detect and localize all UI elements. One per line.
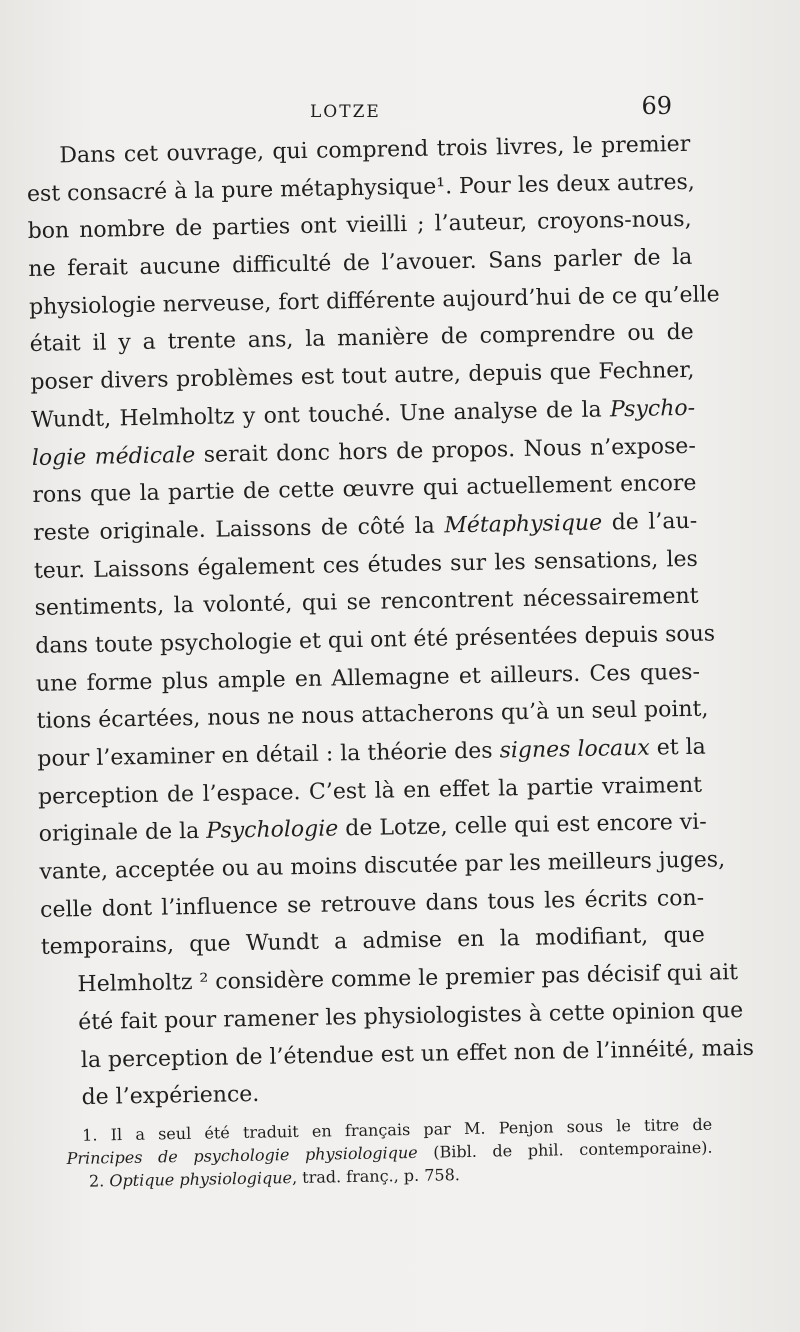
text-segment: , trad. franç., p. 758. [291, 1165, 461, 1188]
text-segment: de l’au- [601, 508, 698, 536]
text-line: Dans cet ouvrage, qui comprend trois livres, le premier [59, 131, 691, 169]
text-line: poser divers problèmes est tout autre, depuis que Fechner, [30, 357, 695, 396]
text-segment: de Lotze, celle qui est encore vi- [338, 810, 707, 842]
text-line: sentiments, la volonté, qui se rencontrent nécessairement [34, 584, 699, 622]
text-line: temporains, que Wundt a admise en la modifiant, que [40, 923, 705, 961]
text-line: tions écartées, nous ne nous attacherons qu’à un seul point, [36, 696, 709, 735]
italic-phrase: Métaphysique [444, 510, 603, 539]
text-line: rons que la partie de cette œuvre qui actuellement encore [32, 470, 697, 509]
footnote-number: 2. [88, 1171, 110, 1191]
footnote-1: 1. Il a seul été traduit en français par M. Penjon sous le titre de [82, 1114, 713, 1145]
text-line: la perception de l’étendue est un effet non de l’innéité, mais [80, 1035, 755, 1073]
text-segment: et la [649, 734, 706, 761]
page-number: 69 [641, 92, 672, 120]
running-head [60, 90, 672, 124]
italic-phrase: logie médicale [31, 442, 196, 471]
text-line: une forme plus ample en Allemagne et ailleurs. Ces ques- [35, 659, 701, 697]
text-line: ne ferait aucune difficulté de l’avouer. Sans parler de la [28, 244, 693, 283]
text-line: vante, acceptée ou au moins discutée par les meilleurs juges, [39, 847, 726, 885]
italic-phrase: Psychologie [206, 816, 339, 845]
text-line: est consacré à la pure métaphysique¹. Pour les deux autres, [26, 169, 696, 207]
text-segment: (Bibl. de phil. contemporaine). [417, 1137, 713, 1162]
text-line: teur. Laissons également ces études sur les sensations, les [33, 546, 699, 584]
text-segment: Wundt, Helmholtz y ont touché. Une analyse de la [30, 397, 611, 433]
text-line: était il y a trente ans, la manière de comprendre ou de [29, 320, 694, 358]
italic-title: Principes de psychologie physiologique [66, 1142, 418, 1168]
text-segment: serait donc hors de propos. Nous n’expose- [195, 433, 696, 468]
text-line: physiologie nerveuse, fort différente aujourd’hui de ce qu’elle [28, 282, 720, 320]
italic-title: Optique physiologique [109, 1168, 293, 1191]
running-title: LOTZE [310, 102, 381, 122]
footnotes [66, 1113, 713, 1193]
text-line: celle dont l’influence se retrouve dans tous les écrits con- [39, 885, 705, 923]
text-line: de l’expérience. [81, 1082, 260, 1111]
italic-phrase: Psycho- [609, 395, 696, 423]
text-line: bon nombre de parties ont vieilli ; l’auteur, croyons-nous, [27, 207, 692, 245]
text-line: perception de l’espace. C’est là en effet la partie vraiment [37, 772, 703, 810]
text-segment: pour l’examiner en détail : la théorie des [37, 738, 500, 772]
text-line: dans toute psychologie et qui ont été présentées depuis sous [35, 621, 716, 659]
text-line: été fait pour ramener les physiologistes à cette opinion que [77, 997, 744, 1036]
text-segment: originale de la [38, 819, 207, 848]
text-segment: reste originale. Laissons de côté la [33, 513, 445, 546]
text-line: Helmholtz ² considère comme le premier pas décisif qui ait [77, 960, 739, 998]
body-text [26, 126, 755, 1118]
italic-phrase: signes locaux [499, 735, 650, 764]
